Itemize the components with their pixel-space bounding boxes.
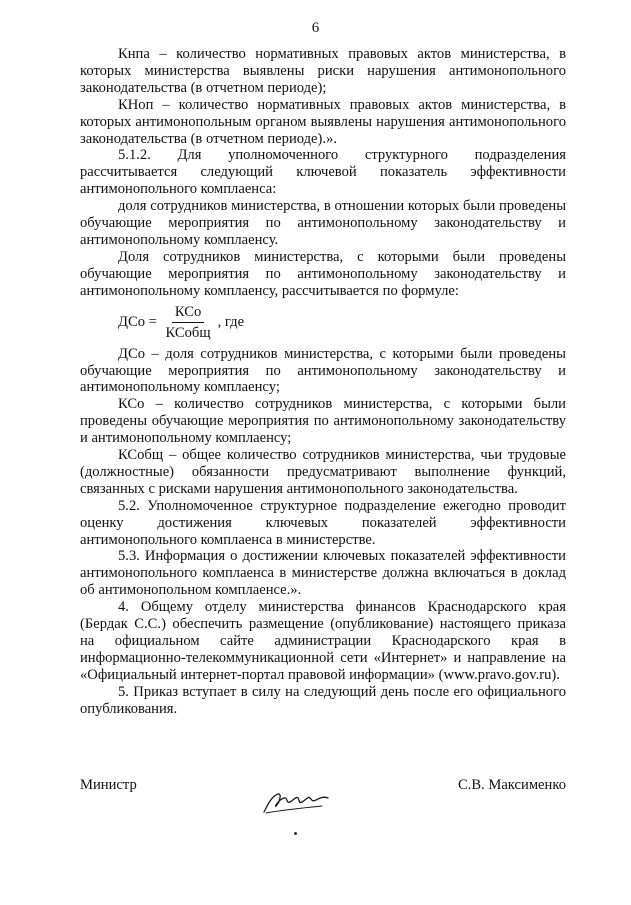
signatory-name: С.В. Максименко — [457, 777, 566, 793]
paragraph-5-1-2: 5.1.2. Для уполномоченного структурного подразделения рассчитывается следующий ключевой показатель эффективности антимонопольного комплаенса: — [80, 147, 566, 198]
page-number: 6 — [311, 20, 320, 36]
formula-lhs: ДСо = — [118, 314, 161, 331]
paragraph-formula-intro: Доля сотрудников министерства, с которыми были проведены обучающие мероприятия по антимонопольному законодательству и антимонопольному комплаенсу, рассчитывается по формуле: — [80, 248, 566, 299]
document-body — [80, 46, 566, 718]
paragraph-dso-definition: ДСо – доля сотрудников министерства, с которыми были проведены обучающие мероприятия по антимонопольному законодательству и антимонопольному комплаенсу; — [80, 345, 566, 396]
signatory-position: Министр — [80, 777, 137, 793]
paragraph-indicator-description: доля сотрудников министерства, в отношении которых были проведены обучающие мероприятия по антимонопольному законодательству и антимонопольному комплаенсу. — [80, 198, 566, 248]
formula-suffix: , где — [217, 314, 245, 331]
paragraph-item-5: 5. Приказ вступает в силу на следующий день после его официального опубликования. — [80, 683, 566, 717]
paragraph-knop-definition: КНоп – количество нормативных правовых актов министерства, в которых антимонопольным органом выявлены нарушения антимонопольного законодательства (в отчетном периоде).». — [80, 96, 566, 147]
formula-denominator: КСобщ — [165, 324, 211, 341]
handwritten-signature-icon — [262, 786, 332, 816]
paragraph-5-2: 5.2. Уполномоченное структурное подразделение ежегодно проводит оценку достижения ключевых показателей эффективности антимонопольного комплаенса в министерстве. — [80, 497, 566, 548]
stray-dot — [294, 832, 297, 835]
paragraph-kso-definition: КСо – количество сотрудников министерства, с которыми были проведены обучающие мероприятия по антимонопольному законодательству и антимонопольному комплаенсу; — [80, 396, 566, 447]
paragraph-item-4: 4. Общему отделу министерства финансов Краснодарского края (Бердак С.С.) обеспечить размещение (опубликование) настоящего приказа на официальном сайте администрации Краснодарского края в информационно-телекоммуникационной сети «Интернет» и направление на «Официальный интернет-портал правовой информации» (www.pravo.gov.ru). — [80, 599, 566, 683]
paragraph-ksobsch-definition: КСобщ – общее количество сотрудников министерства, чьи трудовые (должностные) обязанности предусматривают выполнение функций, связанных с рисками нарушения антимонопольного законодательства. — [80, 447, 566, 497]
paragraph-5-3: 5.3. Информация о достижении ключевых показателей эффективности антимонопольного комплаенса в министерстве должна включаться в доклад об антимонопольном комплаенсе.». — [80, 548, 566, 599]
formula-dso — [80, 301, 566, 345]
paragraph-knpa-definition: Кнпа – количество нормативных правовых актов министерства, в которых министерства выявлены риски нарушения антимонопольного законодательства (в отчетном периоде); — [80, 46, 566, 96]
formula-fraction — [163, 304, 214, 342]
formula-numerator: КСо — [172, 304, 204, 323]
